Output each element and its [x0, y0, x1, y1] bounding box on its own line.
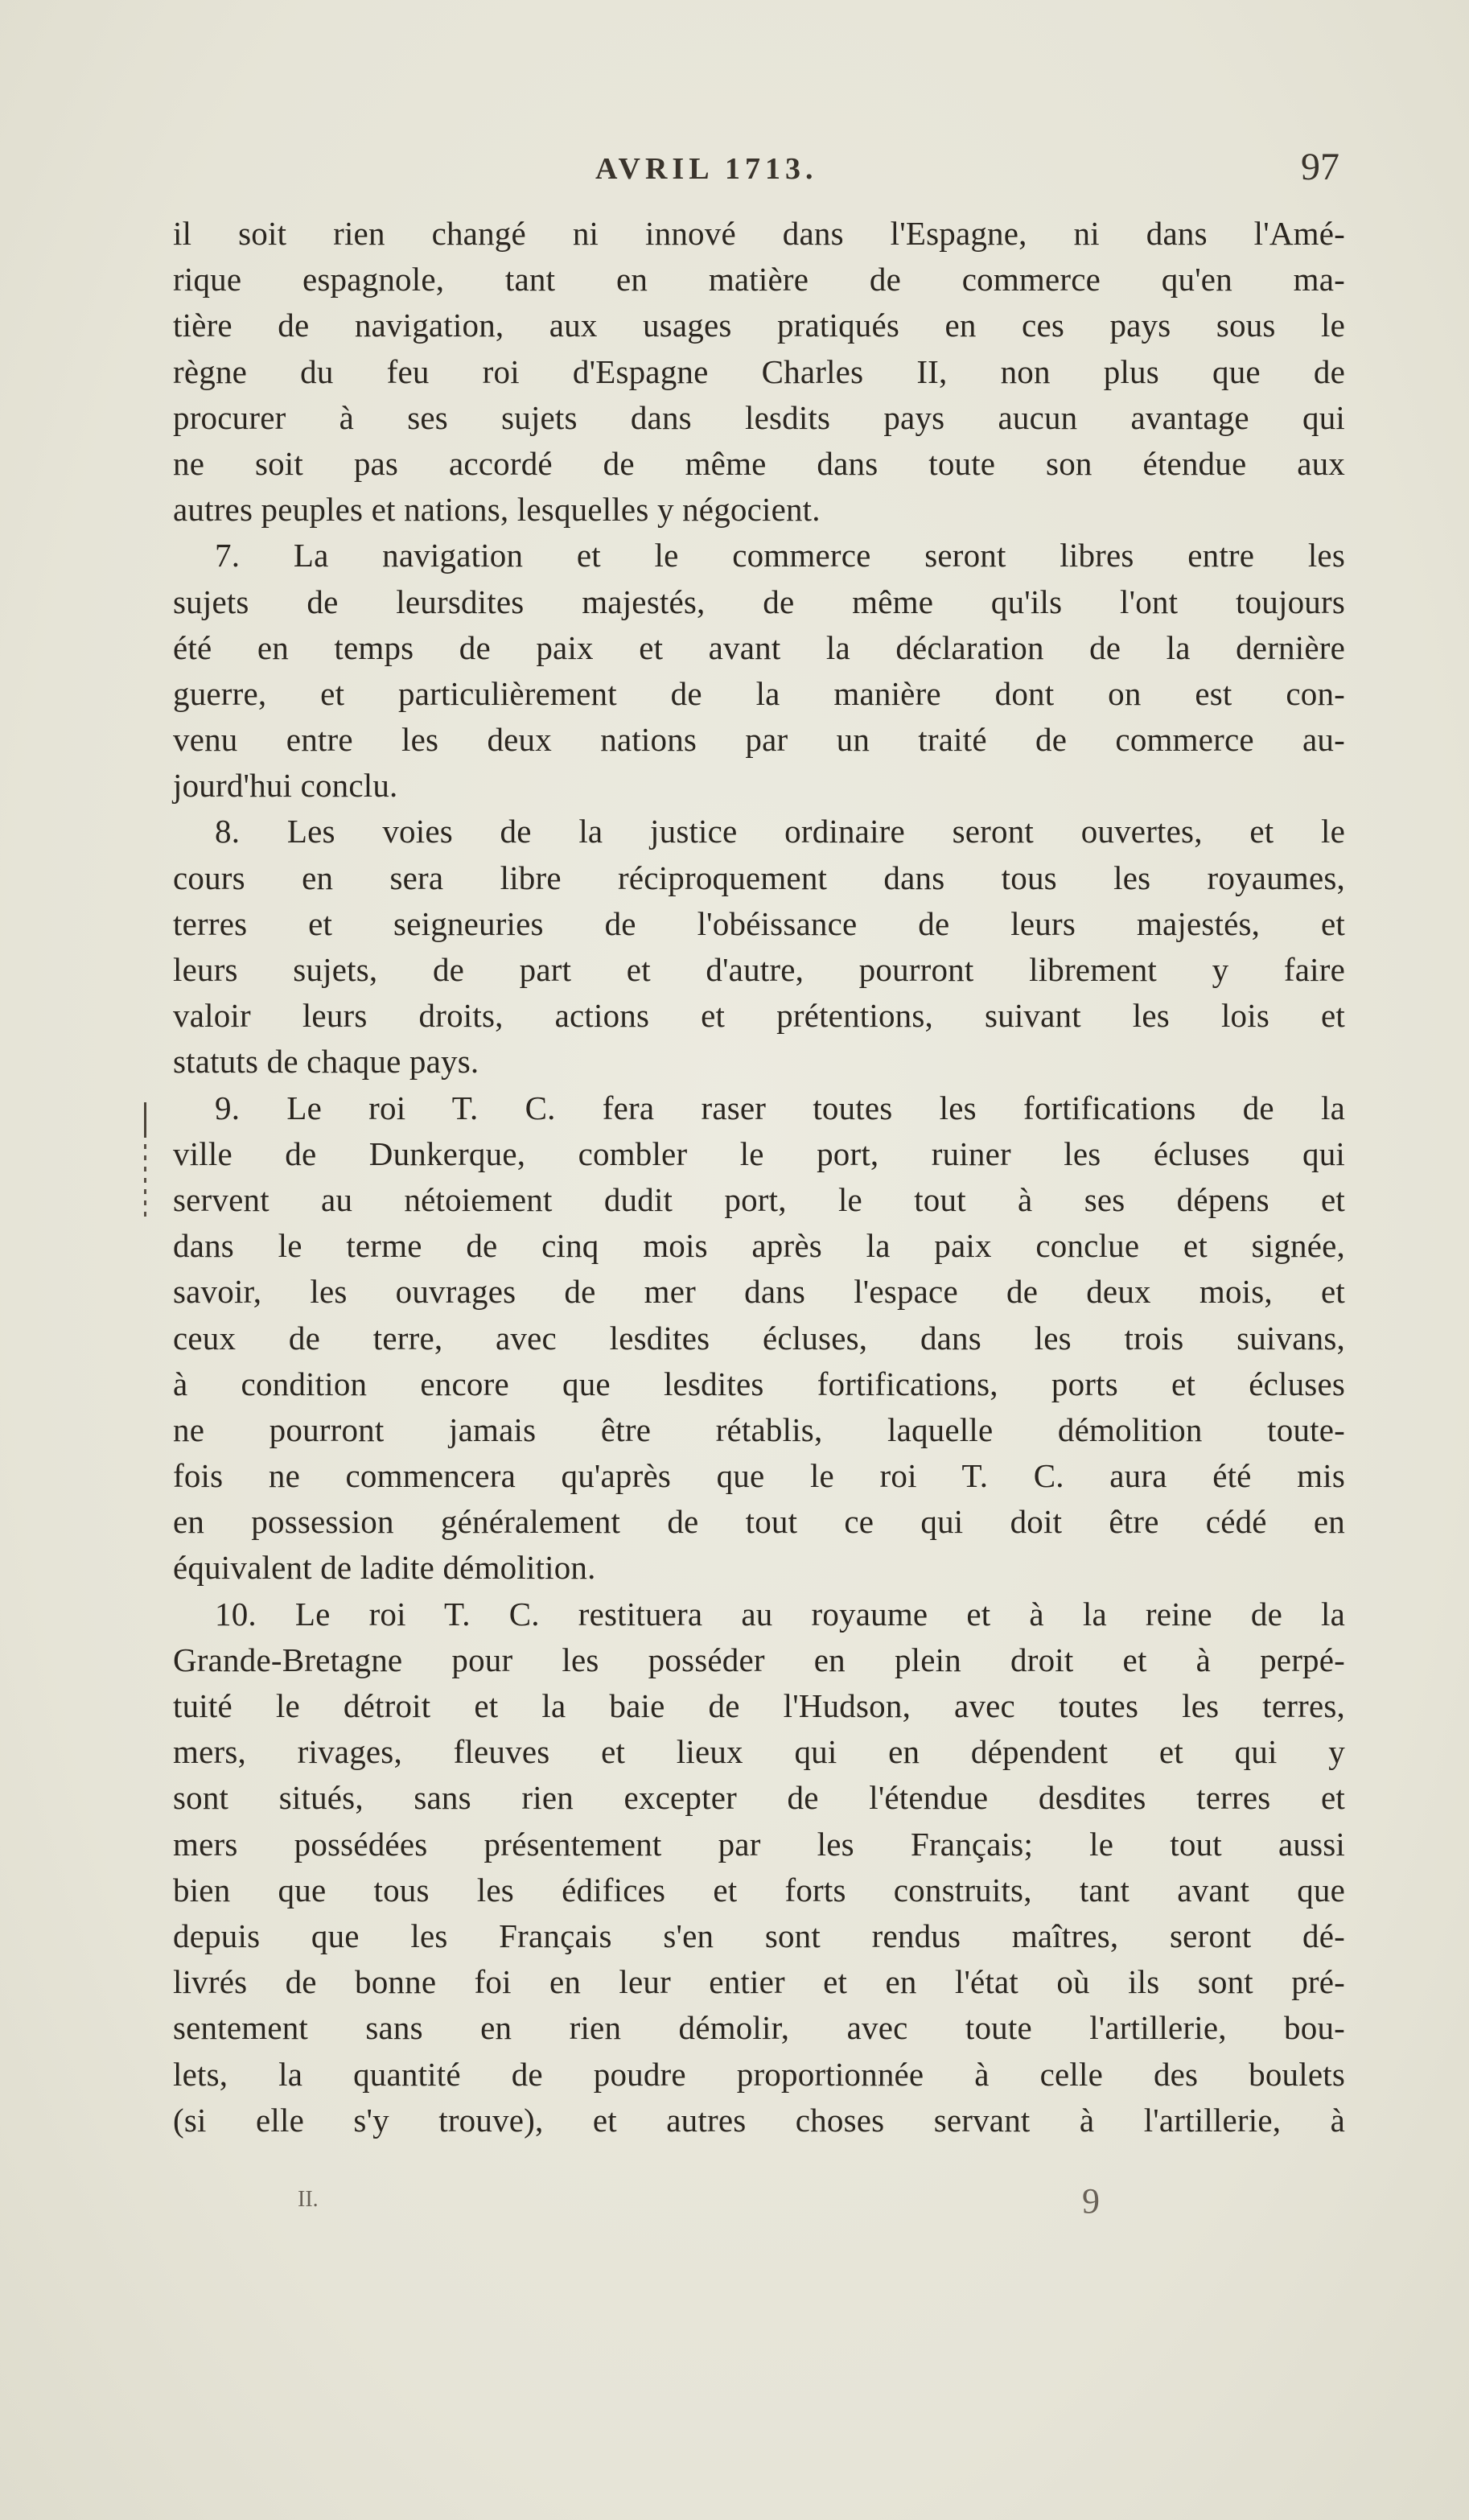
text-line: ceux de terre, avec lesdites écluses, dans les trois suivans, [173, 1319, 1345, 1357]
text-line: rique espagnole, tant en matière de commerce qu'en ma- [173, 261, 1345, 299]
running-title: AVRIL 1713. [595, 152, 818, 186]
margin-dotted-line [144, 1144, 146, 1220]
text-line: équivalent de ladite démolition. [173, 1549, 596, 1587]
text-line: tière de navigation, aux usages pratiqués en ces pays sous le [173, 307, 1345, 344]
text-line: bien que tous les édifices et forts construits, tant avant que [173, 1871, 1345, 1909]
text-line: valoir leurs droits, actions et prétentions, suivant les lois et [173, 997, 1345, 1035]
text-line: livrés de bonne foi en leur entier et en l'état où ils sont pré- [173, 1963, 1345, 2001]
text-line: tuité le détroit et la baie de l'Hudson, avec toutes les terres, [173, 1687, 1345, 1724]
text-line: ne soit pas accordé de même dans toute son étendue aux [173, 444, 1345, 482]
text-line: lets, la quantité de poudre proportionnée à celle des boulets [173, 2055, 1345, 2093]
text-line: il soit rien changé ni innové dans l'Espagne, ni dans l'Amé- [173, 215, 1345, 252]
text-line: en possession généralement de tout ce qui doit être cédé en [173, 1503, 1345, 1541]
text-line: sentement sans en rien démolir, avec toute l'artillerie, bou- [173, 2009, 1345, 2047]
text-line: (si elle s'y trouve), et autres choses servant à l'artillerie, à [173, 2101, 1345, 2139]
text-line: 10. Le roi T. C. restituera au royaume et à la reine de la [215, 1595, 1345, 1633]
text-line: à condition encore que lesdites fortifications, ports et écluses [173, 1365, 1345, 1402]
page-footer [173, 2172, 1348, 2237]
text-line: depuis que les Français s'en sont rendus maîtres, seront dé- [173, 1917, 1345, 1954]
text-line: cours en sera libre réciproquement dans tous les royaumes, [173, 859, 1345, 896]
text-line: fois ne commencera qu'après que le roi T. C. aura été mis [173, 1457, 1345, 1495]
text-line: ne pourront jamais être rétablis, laquelle démolition toute- [173, 1410, 1345, 1448]
body-text [173, 211, 1345, 2143]
text-line: ville de Dunkerque, combler le port, ruiner les écluses qui [173, 1134, 1345, 1172]
text-line: 7. La navigation et le commerce seront libres entre les [215, 537, 1345, 574]
text-line: terres et seigneuries de l'obéissance de leurs majestés, et [173, 904, 1345, 942]
text-line: 8. Les voies de la justice ordinaire seront ouvertes, et le [215, 813, 1345, 850]
text-line: sujets de leursdites majestés, de même qu'ils l'ont toujours [173, 583, 1345, 620]
text-line: venu entre les deux nations par un traité de commerce au- [173, 721, 1345, 759]
text-line: statuts de chaque pays. [173, 1043, 479, 1081]
text-line: mers, rivages, fleuves et lieux qui en dépendent et qui y [173, 1733, 1345, 1771]
page-number: 97 [1301, 146, 1339, 188]
running-head [173, 145, 1348, 193]
text-line: autres peuples et nations, lesquelles y négocient. [173, 491, 821, 529]
text-line: dans le terme de cinq mois après la paix conclue et signée, [173, 1227, 1345, 1265]
text-line: guerre, et particulièrement de la manière dont on est con- [173, 674, 1345, 712]
text-line: savoir, les ouvrages de mer dans l'espace de deux mois, et [173, 1273, 1345, 1311]
margin-bracket-mark [142, 1102, 150, 1223]
text-line: sont situés, sans rien excepter de l'étendue desdites terres et [173, 1779, 1345, 1817]
text-line: été en temps de paix et avant la déclaration de la dernière [173, 628, 1345, 666]
text-line: mers possédées présentement par les Français; le tout aussi [173, 1825, 1345, 1863]
sheet-number: 9 [1082, 2181, 1100, 2221]
text-line: servent au nétoiement dudit port, le tout à ses dépens et [173, 1180, 1345, 1218]
text-line: Grande-Bretagne pour les posséder en plein droit et à perpé- [173, 1641, 1345, 1678]
text-line: leurs sujets, de part et d'autre, pourront librement y faire [173, 951, 1345, 988]
text-line: jourd'hui conclu. [173, 767, 398, 805]
text-line: 9. Le roi T. C. fera raser toutes les fortifications de la [215, 1089, 1345, 1126]
text-line: règne du feu roi d'Espagne Charles II, non plus que de [173, 352, 1345, 390]
text-line: procurer à ses sujets dans lesdits pays aucun avantage qui [173, 398, 1345, 436]
signature-mark: II. [298, 2187, 319, 2212]
margin-bar [144, 1102, 146, 1138]
